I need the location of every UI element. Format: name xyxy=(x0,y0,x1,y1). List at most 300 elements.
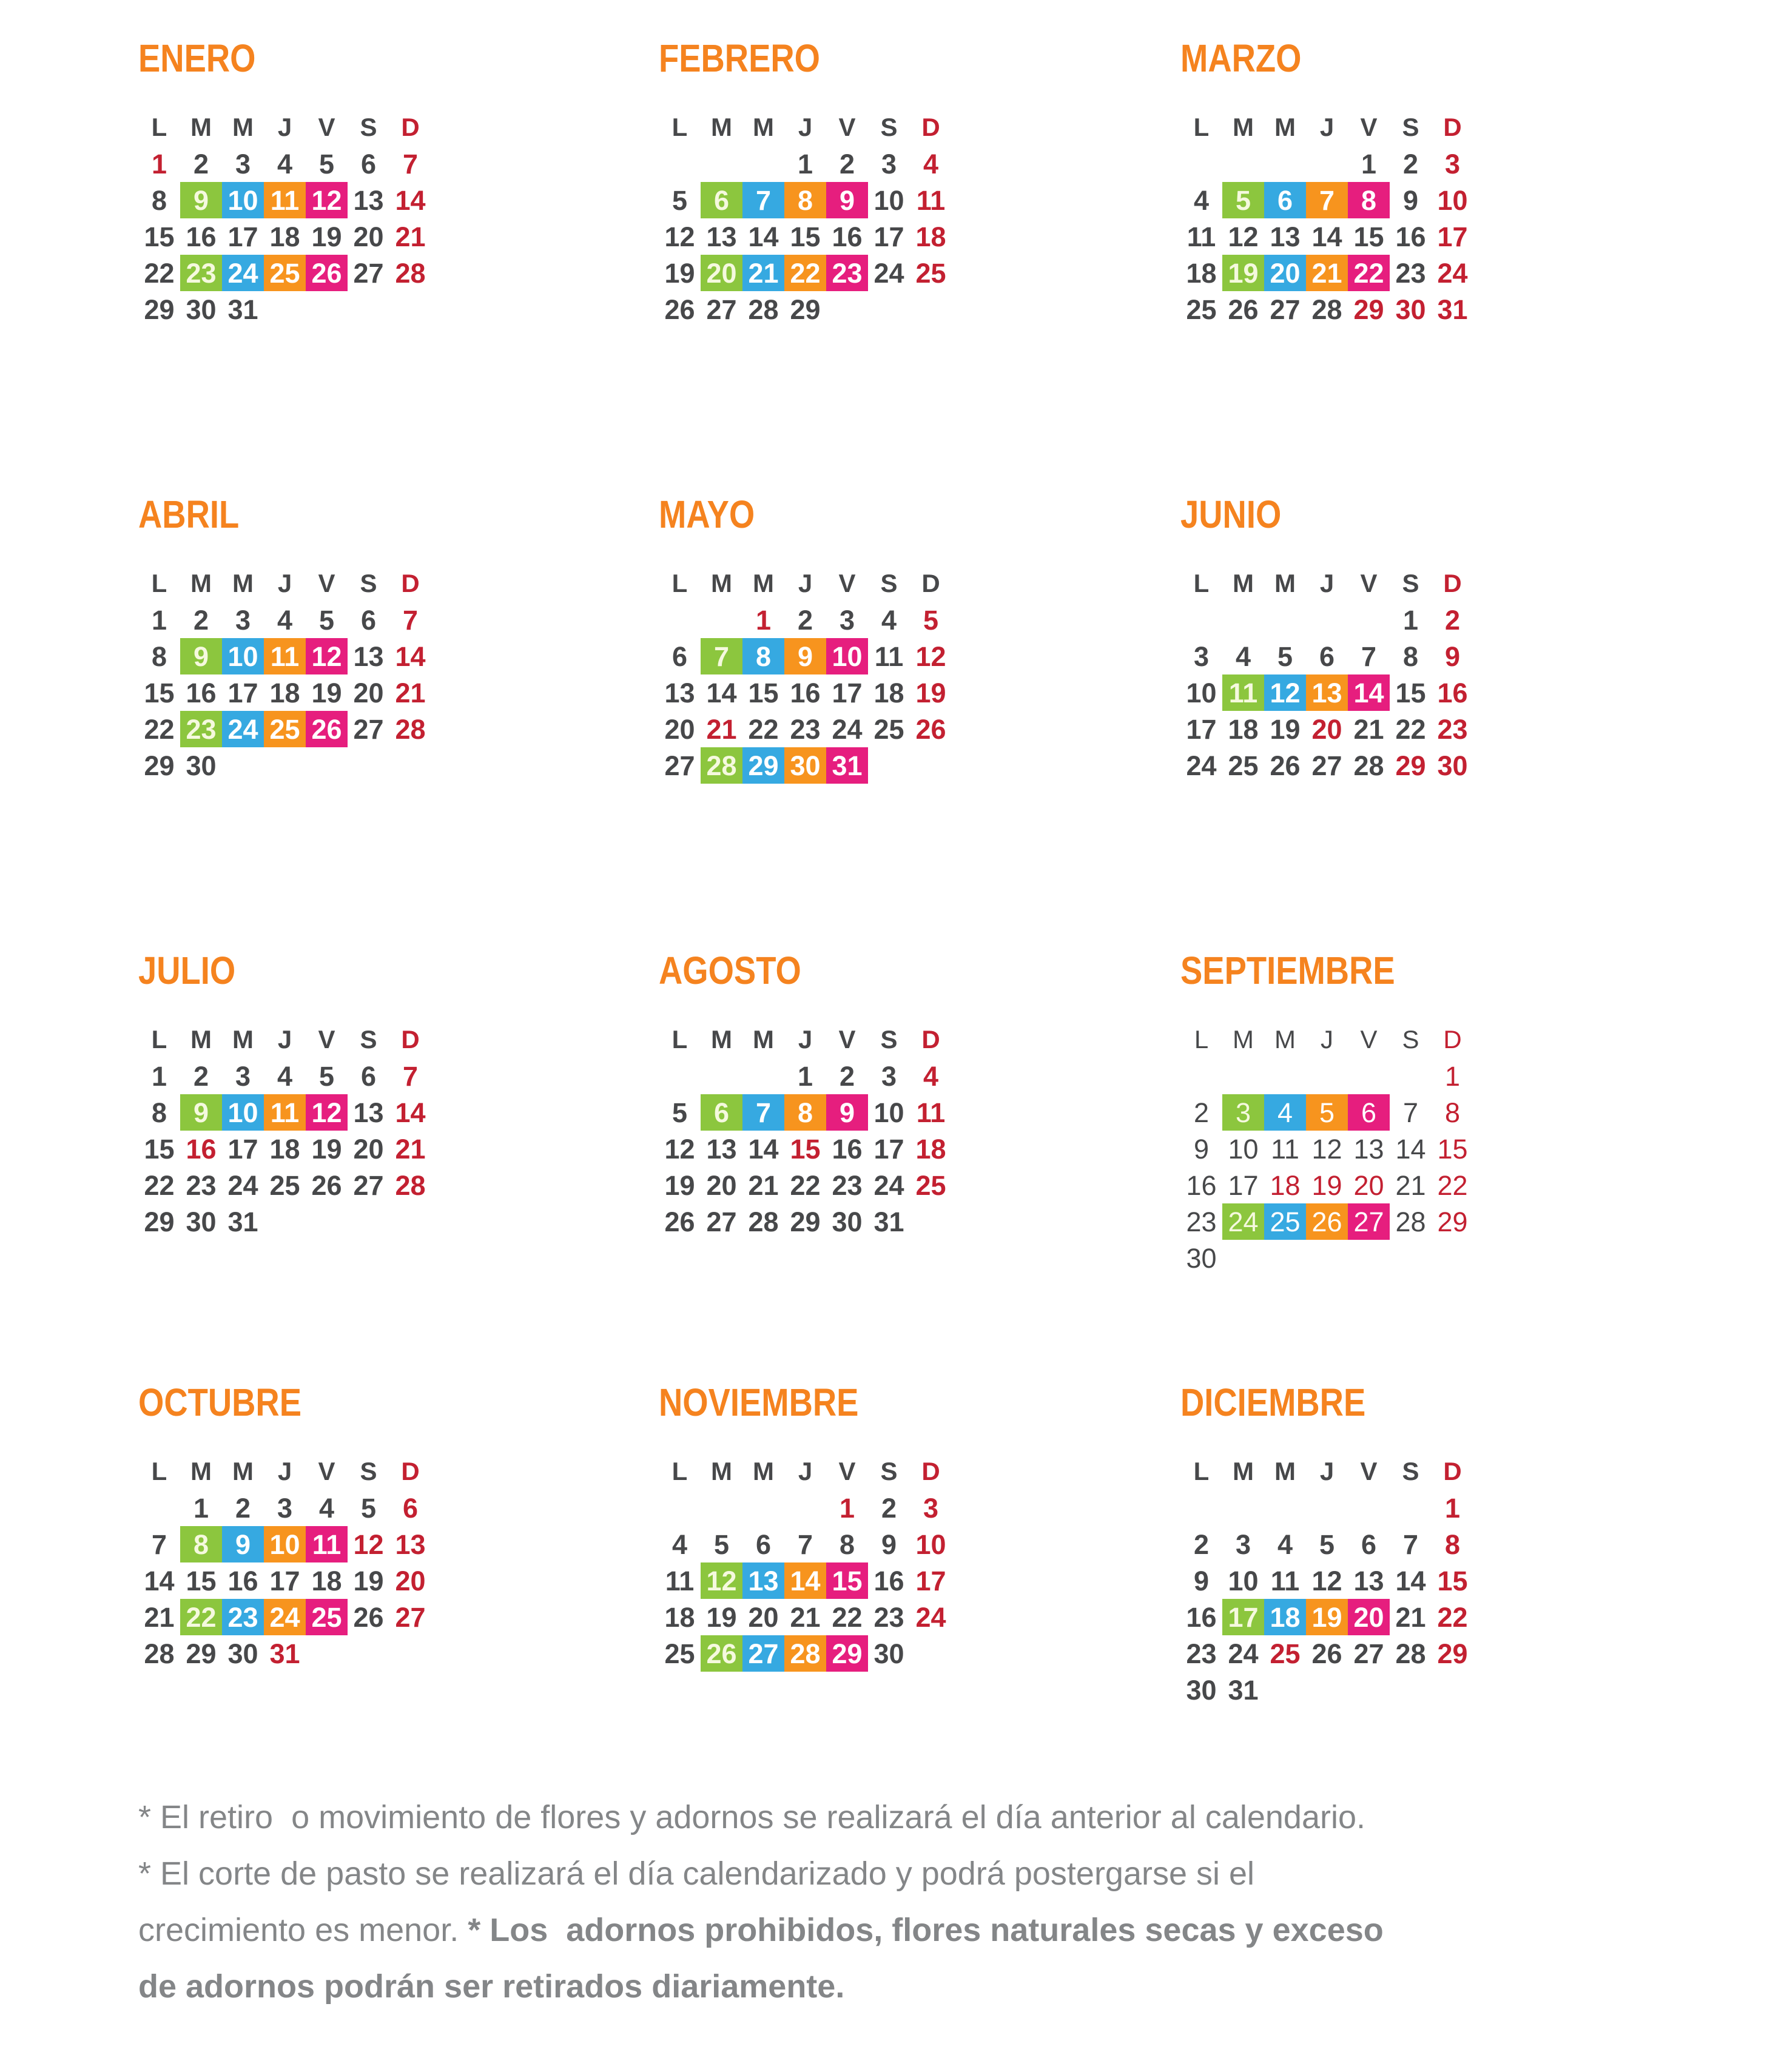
day-cell: 24 xyxy=(1228,1638,1259,1669)
day-cell: 27 xyxy=(706,294,737,325)
weekday-header: V xyxy=(1360,1457,1378,1485)
day-cell: 28 xyxy=(144,1638,175,1669)
weekday-header: M xyxy=(190,569,212,597)
day-cell: 25 xyxy=(915,1170,946,1201)
day-cell: 29 xyxy=(144,1206,175,1237)
day-cell: 7 xyxy=(1402,1097,1419,1128)
day-cell: 14 xyxy=(395,1097,426,1128)
day-cell: 1 xyxy=(193,1493,209,1524)
day-cell: 21 xyxy=(1306,255,1348,291)
day-cell: 20 xyxy=(353,678,384,708)
day-cell: 18 xyxy=(311,1566,342,1596)
weekday-header: L xyxy=(151,1025,167,1054)
day-cell: 16 xyxy=(873,1566,904,1596)
day-cell: 27 xyxy=(353,258,384,289)
day-cell: 16 xyxy=(1395,221,1426,252)
day-cell: 31 xyxy=(227,294,258,325)
day-cell: 14 xyxy=(395,641,426,672)
day-cell: 8 xyxy=(1348,182,1390,218)
day-cell: 24 xyxy=(1186,750,1217,781)
weekday-header: J xyxy=(1319,1457,1335,1485)
weekday-header: J xyxy=(277,569,292,597)
day-cell: 8 xyxy=(839,1529,855,1560)
day-cell: 27 xyxy=(664,750,695,781)
day-cell: 20 xyxy=(701,255,742,291)
day-cell: 8 xyxy=(1402,641,1419,672)
day-cell: 21 xyxy=(395,1134,426,1165)
day-cell: 16 xyxy=(1186,1602,1217,1633)
day-cell: 28 xyxy=(395,258,426,289)
day-cell: 18 xyxy=(664,1602,695,1633)
day-cell: 11 xyxy=(916,185,946,216)
footnote-text-bold: de adornos podrán ser retirados diariamente. xyxy=(138,1968,845,2005)
day-cell: 3 xyxy=(235,1061,251,1092)
day-cell: 9 xyxy=(784,638,826,674)
day-cell: 21 xyxy=(1395,1602,1426,1633)
day-cell: 31 xyxy=(1228,1675,1259,1706)
weekday-header: S xyxy=(880,569,898,597)
day-cell: 25 xyxy=(1186,294,1217,325)
day-cell: 18 xyxy=(915,221,946,252)
day-cell: 17 xyxy=(1437,221,1468,252)
day-cell: 16 xyxy=(832,221,863,252)
day-cell: 8 xyxy=(151,185,167,216)
day-cell: 21 xyxy=(742,255,784,291)
empty-cell xyxy=(1348,602,1390,638)
day-cell: 4 xyxy=(923,1061,939,1092)
day-cell: 31 xyxy=(1437,294,1468,325)
day-cell: 19 xyxy=(915,678,946,708)
day-cell: 11 xyxy=(1222,674,1264,711)
day-cell: 29 xyxy=(742,747,784,784)
day-cell: 28 xyxy=(1353,750,1384,781)
day-cell: 15 xyxy=(186,1566,217,1596)
day-cell: 4 xyxy=(881,605,897,636)
day-cell: 17 xyxy=(832,678,863,708)
day-cell: 1 xyxy=(1444,1061,1461,1092)
weekday-header: D xyxy=(921,569,940,597)
day-cell: 12 xyxy=(1311,1134,1342,1165)
day-cell: 19 xyxy=(1306,1599,1348,1635)
day-cell: 12 xyxy=(306,182,348,218)
day-cell: 14 xyxy=(1395,1566,1426,1596)
month-title: ABRIL xyxy=(138,493,240,536)
day-cell: 3 xyxy=(277,1493,293,1524)
day-cell: 24 xyxy=(222,255,264,291)
day-cell: 16 xyxy=(790,678,821,708)
day-cell: 28 xyxy=(395,714,426,745)
day-cell: 1 xyxy=(1361,149,1377,180)
month-day-grid xyxy=(138,1021,454,1240)
month-day-grid xyxy=(1180,1021,1496,1276)
day-cell: 12 xyxy=(664,221,695,252)
day-cell: 11 xyxy=(264,638,306,674)
empty-cell xyxy=(1264,146,1306,182)
day-cell: 17 xyxy=(915,1566,946,1596)
day-cell: 9 xyxy=(222,1526,264,1562)
weekday-header: M xyxy=(1233,569,1254,597)
day-cell: 10 xyxy=(222,1094,264,1131)
day-cell: 18 xyxy=(269,678,300,708)
day-cell: 29 xyxy=(1353,294,1384,325)
month-octubre xyxy=(138,1381,454,1672)
weekday-header: M xyxy=(1274,113,1296,141)
day-cell: 12 xyxy=(306,638,348,674)
footnote-line xyxy=(138,1846,1691,1902)
day-cell: 7 xyxy=(1361,641,1377,672)
day-cell: 18 xyxy=(1186,258,1217,289)
day-cell: 14 xyxy=(1395,1134,1426,1165)
day-cell: 22 xyxy=(1437,1170,1468,1201)
day-cell: 12 xyxy=(664,1134,695,1165)
month-title: SEPTIEMBRE xyxy=(1180,949,1395,992)
day-cell: 15 xyxy=(144,221,175,252)
day-cell: 6 xyxy=(1319,641,1335,672)
weekday-header: V xyxy=(1360,569,1378,597)
day-cell: 28 xyxy=(748,294,779,325)
empty-cell xyxy=(1180,602,1222,638)
weekday-header: D xyxy=(921,1025,940,1054)
day-cell: 10 xyxy=(222,638,264,674)
day-cell: 19 xyxy=(353,1566,384,1596)
weekday-header: M xyxy=(1274,569,1296,597)
weekday-header: S xyxy=(1402,1025,1419,1054)
weekday-header: M xyxy=(711,569,732,597)
weekday-header: M xyxy=(1233,1025,1254,1054)
weekday-header: M xyxy=(190,1457,212,1485)
weekday-header: M xyxy=(753,113,774,141)
day-cell: 19 xyxy=(311,678,342,708)
day-cell: 20 xyxy=(664,714,695,745)
day-cell: 12 xyxy=(306,1094,348,1131)
weekday-header: S xyxy=(1402,113,1419,141)
empty-cell xyxy=(1180,1058,1222,1094)
day-cell: 28 xyxy=(784,1635,826,1672)
day-cell: 24 xyxy=(264,1599,306,1635)
day-cell: 26 xyxy=(1306,1203,1348,1240)
empty-cell xyxy=(1348,1490,1390,1526)
day-cell: 11 xyxy=(1270,1566,1300,1596)
weekday-header: L xyxy=(151,1457,167,1485)
day-cell: 13 xyxy=(742,1562,784,1599)
weekday-header: V xyxy=(838,569,856,597)
day-cell: 26 xyxy=(311,1170,342,1201)
day-cell: 25 xyxy=(873,714,904,745)
day-cell: 22 xyxy=(144,258,175,289)
weekday-header: J xyxy=(1319,113,1335,141)
day-cell: 4 xyxy=(1193,185,1210,216)
day-cell: 5 xyxy=(1319,1529,1335,1560)
month-title: ENERO xyxy=(138,36,256,80)
day-cell: 31 xyxy=(269,1638,300,1669)
day-cell: 23 xyxy=(790,714,821,745)
day-cell: 7 xyxy=(1306,182,1348,218)
empty-cell xyxy=(1180,146,1222,182)
day-cell: 27 xyxy=(1348,1203,1390,1240)
day-cell: 2 xyxy=(839,149,855,180)
footnote-text-bold: * Los adornos prohibidos, flores naturales secas y exceso xyxy=(468,1912,1384,1948)
day-cell: 14 xyxy=(748,1134,779,1165)
weekday-header: D xyxy=(921,113,940,141)
weekday-header: L xyxy=(151,113,167,141)
month-day-grid xyxy=(138,109,454,328)
weekday-header: M xyxy=(753,569,774,597)
day-cell: 28 xyxy=(1395,1206,1426,1237)
day-cell: 15 xyxy=(790,1134,821,1165)
day-cell: 12 xyxy=(1311,1566,1342,1596)
footnote-line xyxy=(138,1959,1691,2015)
day-cell: 27 xyxy=(1270,294,1301,325)
day-cell: 4 xyxy=(318,1493,335,1524)
day-cell: 26 xyxy=(1228,294,1259,325)
day-cell: 20 xyxy=(706,1170,737,1201)
day-cell: 20 xyxy=(1311,714,1342,745)
day-cell: 29 xyxy=(1437,1206,1468,1237)
day-cell: 19 xyxy=(1270,714,1301,745)
day-cell: 15 xyxy=(1353,221,1384,252)
month-title: JULIO xyxy=(138,949,236,992)
day-cell: 16 xyxy=(186,221,217,252)
empty-cell xyxy=(1222,146,1264,182)
day-cell: 14 xyxy=(1311,221,1342,252)
weekday-header: S xyxy=(1402,569,1419,597)
day-cell: 15 xyxy=(790,221,821,252)
weekday-header: S xyxy=(1402,1457,1419,1485)
day-cell: 30 xyxy=(1395,294,1426,325)
day-cell: 22 xyxy=(144,1170,175,1201)
day-cell: 26 xyxy=(664,294,695,325)
day-cell: 18 xyxy=(269,221,300,252)
day-cell: 1 xyxy=(797,1061,813,1092)
day-cell: 16 xyxy=(227,1566,258,1596)
day-cell: 4 xyxy=(1235,641,1251,672)
day-cell: 23 xyxy=(1186,1206,1217,1237)
weekday-header: V xyxy=(318,1025,335,1054)
empty-cell xyxy=(1348,1058,1390,1094)
day-cell: 17 xyxy=(873,1134,904,1165)
day-cell: 25 xyxy=(915,258,946,289)
empty-cell xyxy=(1222,1058,1264,1094)
day-cell: 9 xyxy=(180,1094,222,1131)
day-cell: 1 xyxy=(151,1061,167,1092)
day-cell: 30 xyxy=(186,1206,217,1237)
weekday-header: J xyxy=(798,1457,813,1485)
weekday-header: D xyxy=(1443,1457,1462,1485)
day-cell: 23 xyxy=(1437,714,1468,745)
day-cell: 15 xyxy=(1395,678,1426,708)
day-cell: 19 xyxy=(1311,1170,1342,1201)
day-cell: 10 xyxy=(1186,678,1217,708)
day-cell: 2 xyxy=(1402,149,1419,180)
day-cell: 16 xyxy=(1186,1170,1217,1201)
day-cell: 13 xyxy=(664,678,695,708)
day-cell: 3 xyxy=(839,605,855,636)
empty-cell xyxy=(1222,1490,1264,1526)
day-cell: 16 xyxy=(832,1134,863,1165)
day-cell: 11 xyxy=(306,1526,348,1562)
day-cell: 30 xyxy=(784,747,826,784)
day-cell: 26 xyxy=(915,714,946,745)
day-cell: 3 xyxy=(881,149,897,180)
month-day-grid xyxy=(138,565,454,784)
empty-cell xyxy=(659,1058,701,1094)
day-cell: 9 xyxy=(826,182,868,218)
day-cell: 30 xyxy=(1437,750,1468,781)
weekday-header: M xyxy=(753,1025,774,1054)
month-septiembre xyxy=(1180,949,1496,1276)
day-cell: 13 xyxy=(706,221,737,252)
day-cell: 21 xyxy=(748,1170,779,1201)
day-cell: 27 xyxy=(706,1206,737,1237)
day-cell: 29 xyxy=(144,294,175,325)
day-cell: 1 xyxy=(839,1493,855,1524)
day-cell: 3 xyxy=(881,1061,897,1092)
weekday-header: L xyxy=(1194,1025,1209,1054)
day-cell: 23 xyxy=(832,1170,863,1201)
month-enero xyxy=(138,36,454,328)
day-cell: 21 xyxy=(1395,1170,1426,1201)
day-cell: 24 xyxy=(1437,258,1468,289)
empty-cell xyxy=(1264,602,1306,638)
day-cell: 13 xyxy=(353,641,384,672)
day-cell: 22 xyxy=(748,714,779,745)
month-title: OCTUBRE xyxy=(138,1381,301,1424)
day-cell: 26 xyxy=(353,1602,384,1633)
empty-cell xyxy=(701,602,742,638)
day-cell: 13 xyxy=(706,1134,737,1165)
day-cell: 14 xyxy=(144,1566,175,1596)
day-cell: 17 xyxy=(227,678,258,708)
day-cell: 29 xyxy=(790,1206,821,1237)
day-cell: 22 xyxy=(144,714,175,745)
weekday-header: M xyxy=(711,113,732,141)
day-cell: 29 xyxy=(1395,750,1426,781)
day-cell: 23 xyxy=(180,711,222,747)
month-title: DICIEMBRE xyxy=(1180,1381,1366,1424)
day-cell: 29 xyxy=(1437,1638,1468,1669)
empty-cell xyxy=(701,1490,742,1526)
weekday-header: J xyxy=(277,1025,292,1054)
day-cell: 1 xyxy=(1444,1493,1461,1524)
weekday-header: M xyxy=(1274,1025,1296,1054)
empty-cell xyxy=(1306,146,1348,182)
day-cell: 12 xyxy=(915,641,946,672)
empty-cell xyxy=(659,602,701,638)
day-cell: 1 xyxy=(755,605,772,636)
weekday-header: J xyxy=(798,1025,813,1054)
day-cell: 30 xyxy=(186,750,217,781)
weekday-header: J xyxy=(798,569,813,597)
day-cell: 8 xyxy=(151,1097,167,1128)
weekday-header: L xyxy=(671,1025,688,1054)
day-cell: 23 xyxy=(1186,1638,1217,1669)
day-cell: 28 xyxy=(395,1170,426,1201)
day-cell: 10 xyxy=(1228,1566,1259,1596)
day-cell: 10 xyxy=(1437,185,1468,216)
day-cell: 23 xyxy=(180,255,222,291)
day-cell: 24 xyxy=(222,711,264,747)
day-cell: 6 xyxy=(402,1493,419,1524)
empty-cell xyxy=(1306,1490,1348,1526)
day-cell: 7 xyxy=(1402,1529,1419,1560)
day-cell: 30 xyxy=(1186,1243,1217,1274)
empty-cell xyxy=(1390,1490,1432,1526)
day-cell: 30 xyxy=(873,1638,904,1669)
day-cell: 9 xyxy=(826,1094,868,1131)
day-cell: 7 xyxy=(742,182,784,218)
day-cell: 11 xyxy=(874,641,904,672)
footnote-text: crecimiento es menor. xyxy=(138,1912,468,1948)
day-cell: 5 xyxy=(671,1097,688,1128)
day-cell: 5 xyxy=(318,1061,335,1092)
month-junio xyxy=(1180,493,1496,784)
footnotes xyxy=(138,1789,1691,2015)
day-cell: 15 xyxy=(1437,1134,1468,1165)
day-cell: 20 xyxy=(1348,1599,1390,1635)
weekday-header: V xyxy=(318,1457,335,1485)
day-cell: 28 xyxy=(1311,294,1342,325)
day-cell: 9 xyxy=(1402,185,1419,216)
day-cell: 26 xyxy=(1311,1638,1342,1669)
month-mayo xyxy=(659,493,974,784)
day-cell: 3 xyxy=(235,149,251,180)
day-cell: 6 xyxy=(1348,1094,1390,1131)
empty-cell xyxy=(1306,602,1348,638)
day-cell: 15 xyxy=(144,1134,175,1165)
day-cell: 23 xyxy=(222,1599,264,1635)
empty-cell xyxy=(784,1490,826,1526)
month-diciembre xyxy=(1180,1381,1496,1708)
day-cell: 2 xyxy=(839,1061,855,1092)
day-cell: 8 xyxy=(1444,1097,1461,1128)
weekday-header: M xyxy=(232,1025,254,1054)
day-cell: 7 xyxy=(402,605,419,636)
weekday-header: S xyxy=(880,113,898,141)
day-cell: 8 xyxy=(742,638,784,674)
empty-cell xyxy=(659,146,701,182)
empty-cell xyxy=(701,1058,742,1094)
day-cell: 6 xyxy=(701,1094,742,1131)
day-cell: 29 xyxy=(186,1638,217,1669)
month-agosto xyxy=(659,949,974,1240)
day-cell: 13 xyxy=(1270,221,1301,252)
day-cell: 13 xyxy=(1353,1134,1384,1165)
day-cell: 9 xyxy=(180,182,222,218)
day-cell: 4 xyxy=(923,149,939,180)
day-cell: 10 xyxy=(873,1097,904,1128)
day-cell: 3 xyxy=(1235,1529,1251,1560)
day-cell: 14 xyxy=(395,185,426,216)
day-cell: 5 xyxy=(713,1529,730,1560)
weekday-header: D xyxy=(401,1025,420,1054)
weekday-header: S xyxy=(880,1025,898,1054)
day-cell: 6 xyxy=(360,1061,377,1092)
weekday-header: J xyxy=(1321,1025,1333,1054)
day-cell: 11 xyxy=(264,1094,306,1131)
weekday-header: M xyxy=(1233,1457,1254,1485)
empty-cell xyxy=(138,1490,180,1526)
empty-cell xyxy=(1390,1058,1432,1094)
day-cell: 7 xyxy=(797,1529,813,1560)
day-cell: 27 xyxy=(1353,1638,1384,1669)
day-cell: 27 xyxy=(353,1170,384,1201)
weekday-header: D xyxy=(1443,113,1462,141)
day-cell: 14 xyxy=(748,221,779,252)
month-julio xyxy=(138,949,454,1240)
day-cell: 21 xyxy=(790,1602,821,1633)
weekday-header: M xyxy=(753,1457,774,1485)
day-cell: 13 xyxy=(353,1097,384,1128)
